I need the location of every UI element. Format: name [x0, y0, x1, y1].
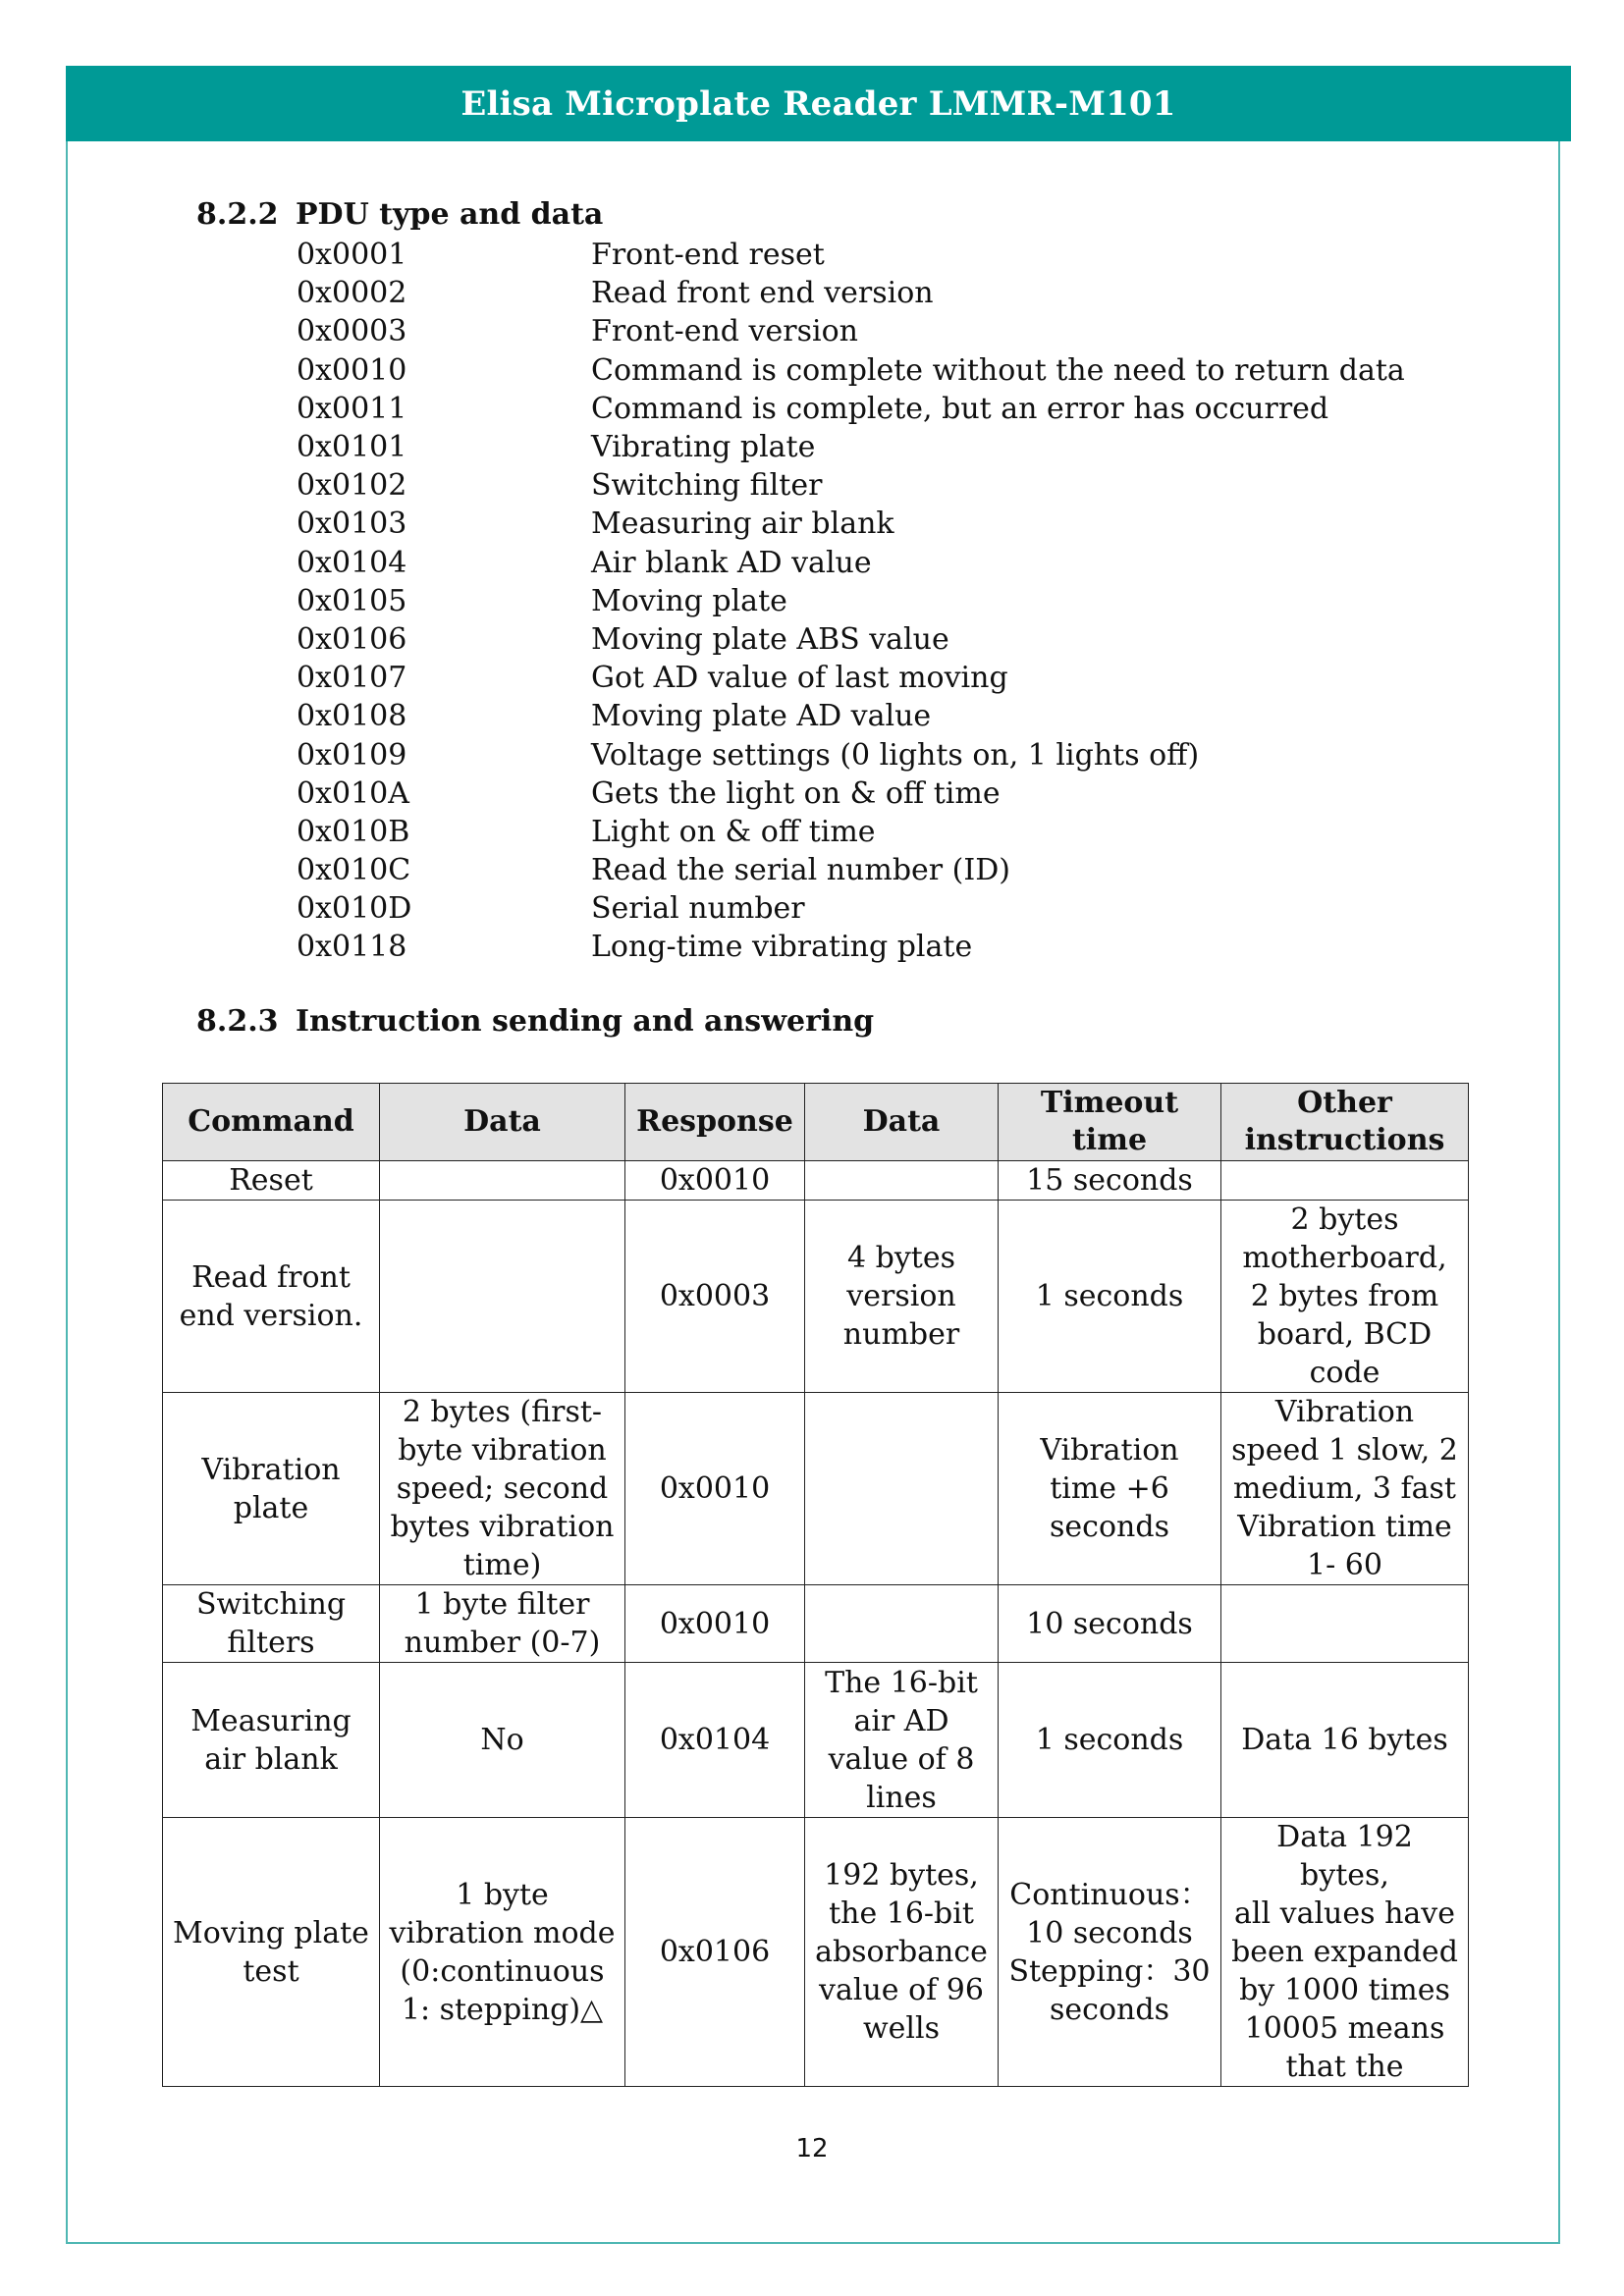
table-cell: Switching filters: [163, 1585, 380, 1663]
table-cell: 0x0010: [625, 1585, 805, 1663]
table-cell: 0x0106: [625, 1818, 805, 2087]
pdu-code: 0x0003: [297, 314, 407, 349]
pdu-list-item: [297, 312, 1405, 350]
pdu-description: Moving plate: [591, 583, 787, 618]
table-row: [163, 1818, 1469, 2087]
table-cell: 1 byte filter number (0-7): [380, 1585, 625, 1663]
pdu-list-item: [297, 697, 1405, 735]
table-cell: 15 seconds: [999, 1161, 1221, 1201]
pdu-code: 0x0002: [297, 276, 407, 311]
pdu-list-item: [297, 236, 1405, 274]
pdu-code: 0x0105: [297, 583, 407, 618]
pdu-code: 0x010C: [297, 853, 411, 888]
pdu-code: 0x0101: [297, 430, 407, 465]
pdu-description: Front-end reset: [591, 238, 825, 273]
table-cell: Vibration plate: [163, 1393, 380, 1585]
pdu-description: Front-end version: [591, 314, 858, 349]
pdu-list-item: [297, 813, 1405, 851]
section-title: Instruction sending and answering: [296, 1004, 875, 1039]
pdu-code: 0x0107: [297, 661, 407, 696]
pdu-code: 0x0106: [297, 621, 407, 657]
pdu-list-item: [297, 544, 1405, 582]
table-row: [163, 1663, 1469, 1818]
table-cell: [380, 1201, 625, 1393]
pdu-description: Read front end version: [591, 276, 934, 311]
table-cell: [805, 1585, 999, 1663]
table-cell: 0x0003: [625, 1201, 805, 1393]
section-heading-8-2-2: [196, 197, 603, 232]
pdu-description: Got AD value of last moving: [591, 661, 1008, 696]
table-cell: 192 bytes, the 16-bit absorbance value of 96 wells: [805, 1818, 999, 2087]
pdu-code: 0x0102: [297, 468, 407, 504]
pdu-list-item: [297, 466, 1405, 505]
pdu-list-item: [297, 582, 1405, 620]
pdu-description: Gets the light on & off time: [591, 775, 1001, 811]
table-cell: 1 byte vibration mode (0:continuous 1: stepping)△: [380, 1818, 625, 2087]
pdu-description: Serial number: [591, 891, 805, 927]
table-cell: 1 seconds: [999, 1201, 1221, 1393]
pdu-code: 0x0011: [297, 391, 407, 426]
pdu-code: 0x010D: [297, 891, 412, 927]
table-cell: Continuous： 10 seconds Stepping：30 seconds: [999, 1818, 1221, 2087]
instruction-table: [162, 1083, 1469, 2087]
table-header-cell: Data: [380, 1084, 625, 1161]
pdu-code: 0x0103: [297, 507, 407, 542]
pdu-code: 0x010A: [297, 775, 409, 811]
pdu-description: Command is complete, but an error has occurred: [591, 391, 1329, 426]
pdu-description: Command is complete without the need to return data: [591, 352, 1405, 388]
pdu-list-item: [297, 428, 1405, 466]
pdu-code: 0x0118: [297, 930, 407, 965]
pdu-type-list: [297, 236, 1405, 967]
table-cell: [1221, 1161, 1469, 1201]
table-cell: Vibration time +6 seconds: [999, 1393, 1221, 1585]
table-cell: [1221, 1585, 1469, 1663]
section-number: 8.2.3: [196, 1004, 279, 1039]
table-cell: 2 bytes motherboard, 2 bytes from board, BCD code: [1221, 1201, 1469, 1393]
table-cell: Read front end version.: [163, 1201, 380, 1393]
pdu-code: 0x0108: [297, 699, 407, 734]
pdu-list-item: [297, 774, 1405, 813]
pdu-description: Measuring air blank: [591, 507, 894, 542]
table-cell: No: [380, 1663, 625, 1818]
pdu-code: 0x0104: [297, 545, 407, 580]
table-header-cell: Command: [163, 1084, 380, 1161]
pdu-list-item: [297, 274, 1405, 312]
document-header: [66, 66, 1571, 141]
table-cell: 10 seconds: [999, 1585, 1221, 1663]
table-row: [163, 1585, 1469, 1663]
pdu-list-item: [297, 889, 1405, 928]
table-cell: Vibration speed 1 slow, 2 medium, 3 fast Vibration time 1- 60: [1221, 1393, 1469, 1585]
pdu-list-item: [297, 390, 1405, 428]
document-title: Elisa Microplate Reader LMMR-M101: [460, 83, 1176, 124]
table-header-cell: Data: [805, 1084, 999, 1161]
table-header-cell: Response: [625, 1084, 805, 1161]
table-cell: Reset: [163, 1161, 380, 1201]
table-cell: Measuring air blank: [163, 1663, 380, 1818]
pdu-description: Read the serial number (ID): [591, 853, 1010, 888]
table-row: [163, 1201, 1469, 1393]
table-header-cell: Timeout time: [999, 1084, 1221, 1161]
table-cell: 2 bytes (first- byte vibration speed; second bytes vibration time): [380, 1393, 625, 1585]
pdu-description: Light on & off time: [591, 814, 876, 849]
pdu-description: Moving plate AD value: [591, 699, 932, 734]
table-cell: 0x0010: [625, 1161, 805, 1201]
pdu-list-item: [297, 620, 1405, 659]
table-header-cell: Other instructions: [1221, 1084, 1469, 1161]
pdu-description: Voltage settings (0 lights on, 1 lights off): [591, 737, 1200, 773]
pdu-description: Switching filter: [591, 468, 823, 504]
pdu-list-item: [297, 659, 1405, 697]
table-cell: [805, 1161, 999, 1201]
pdu-list-item: [297, 351, 1405, 390]
table-cell: Data 192 bytes, all values have been expanded by 1000 times 10005 means that the: [1221, 1818, 1469, 2087]
section-heading-8-2-3: [196, 1004, 874, 1039]
pdu-code: 0x0001: [297, 238, 407, 273]
pdu-code: 0x0010: [297, 352, 407, 388]
section-title: PDU type and data: [296, 197, 604, 232]
pdu-code: 0x0109: [297, 737, 407, 773]
section-number: 8.2.2: [196, 197, 279, 232]
page-number: 12: [795, 2134, 829, 2163]
pdu-list-item: [297, 851, 1405, 889]
table-cell: 4 bytes version number: [805, 1201, 999, 1393]
table-cell: 1 seconds: [999, 1663, 1221, 1818]
pdu-code: 0x010B: [297, 814, 410, 849]
table-cell: The 16-bit air AD value of 8 lines: [805, 1663, 999, 1818]
pdu-list-item: [297, 928, 1405, 966]
table-header-row: [163, 1084, 1469, 1161]
table-cell: 0x0104: [625, 1663, 805, 1818]
table-cell: [805, 1393, 999, 1585]
table-row: [163, 1161, 1469, 1201]
pdu-description: Moving plate ABS value: [591, 621, 949, 657]
table-cell: Moving plate test: [163, 1818, 380, 2087]
table-cell: 0x0010: [625, 1393, 805, 1585]
table-row: [163, 1393, 1469, 1585]
pdu-list-item: [297, 735, 1405, 774]
pdu-description: Vibrating plate: [591, 430, 816, 465]
table-cell: Data 16 bytes: [1221, 1663, 1469, 1818]
pdu-description: Air blank AD value: [591, 545, 872, 580]
table-cell: [380, 1161, 625, 1201]
pdu-description: Long-time vibrating plate: [591, 930, 973, 965]
pdu-list-item: [297, 505, 1405, 543]
